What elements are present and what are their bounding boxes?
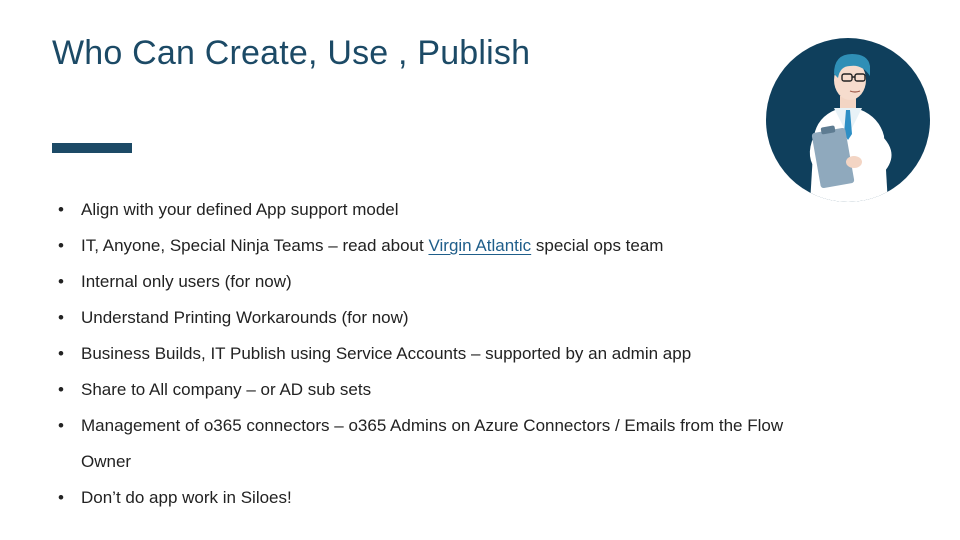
bullet-text-line-2: Owner [81, 452, 132, 471]
bullet-item [58, 480, 858, 516]
bullet-text: Internal only users (for now) [81, 272, 292, 291]
bullet-item [58, 300, 858, 336]
bullet-text-line-1: Management of o365 connectors – o365 Admins on Azure Connectors / Emails from the Flow [81, 416, 784, 435]
bullet-item [58, 336, 858, 372]
doctor-with-clipboard-icon [764, 36, 932, 204]
bullet-dot: • [58, 344, 64, 363]
virgin-atlantic-link[interactable]: Virgin Atlantic [428, 236, 532, 255]
bullet-dot: • [58, 488, 64, 507]
bullet-dot: • [58, 200, 64, 219]
bullet-text: Understand Printing Workarounds (for now) [81, 308, 409, 327]
bullet-dot: • [58, 308, 64, 327]
bullet-text: Don’t do app work in Siloes! [81, 488, 292, 507]
bullet-text: Business Builds, IT Publish using Service Accounts – supported by an admin app [81, 344, 692, 363]
bullet-text-post: special ops team [531, 236, 664, 255]
bullet-item [58, 192, 858, 228]
bullet-item [58, 372, 858, 408]
bullet-item [58, 228, 858, 264]
slide-title: Who Can Create, Use , Publish [52, 34, 531, 72]
bullet-text: Share to All company – or AD sub sets [81, 380, 372, 399]
bullet-dot: • [58, 416, 64, 435]
bullet-list [58, 192, 858, 516]
bullet-dot: • [58, 236, 64, 255]
bullet-item [58, 264, 858, 300]
bullet-dot: • [58, 272, 64, 291]
bullet-text: Align with your defined App support model [81, 200, 399, 219]
bullet-dot: • [58, 380, 64, 399]
title-accent-bar [52, 143, 132, 153]
bullet-item [58, 408, 858, 480]
bullet-text-pre: IT, Anyone, Special Ninja Teams – read about [81, 236, 429, 255]
